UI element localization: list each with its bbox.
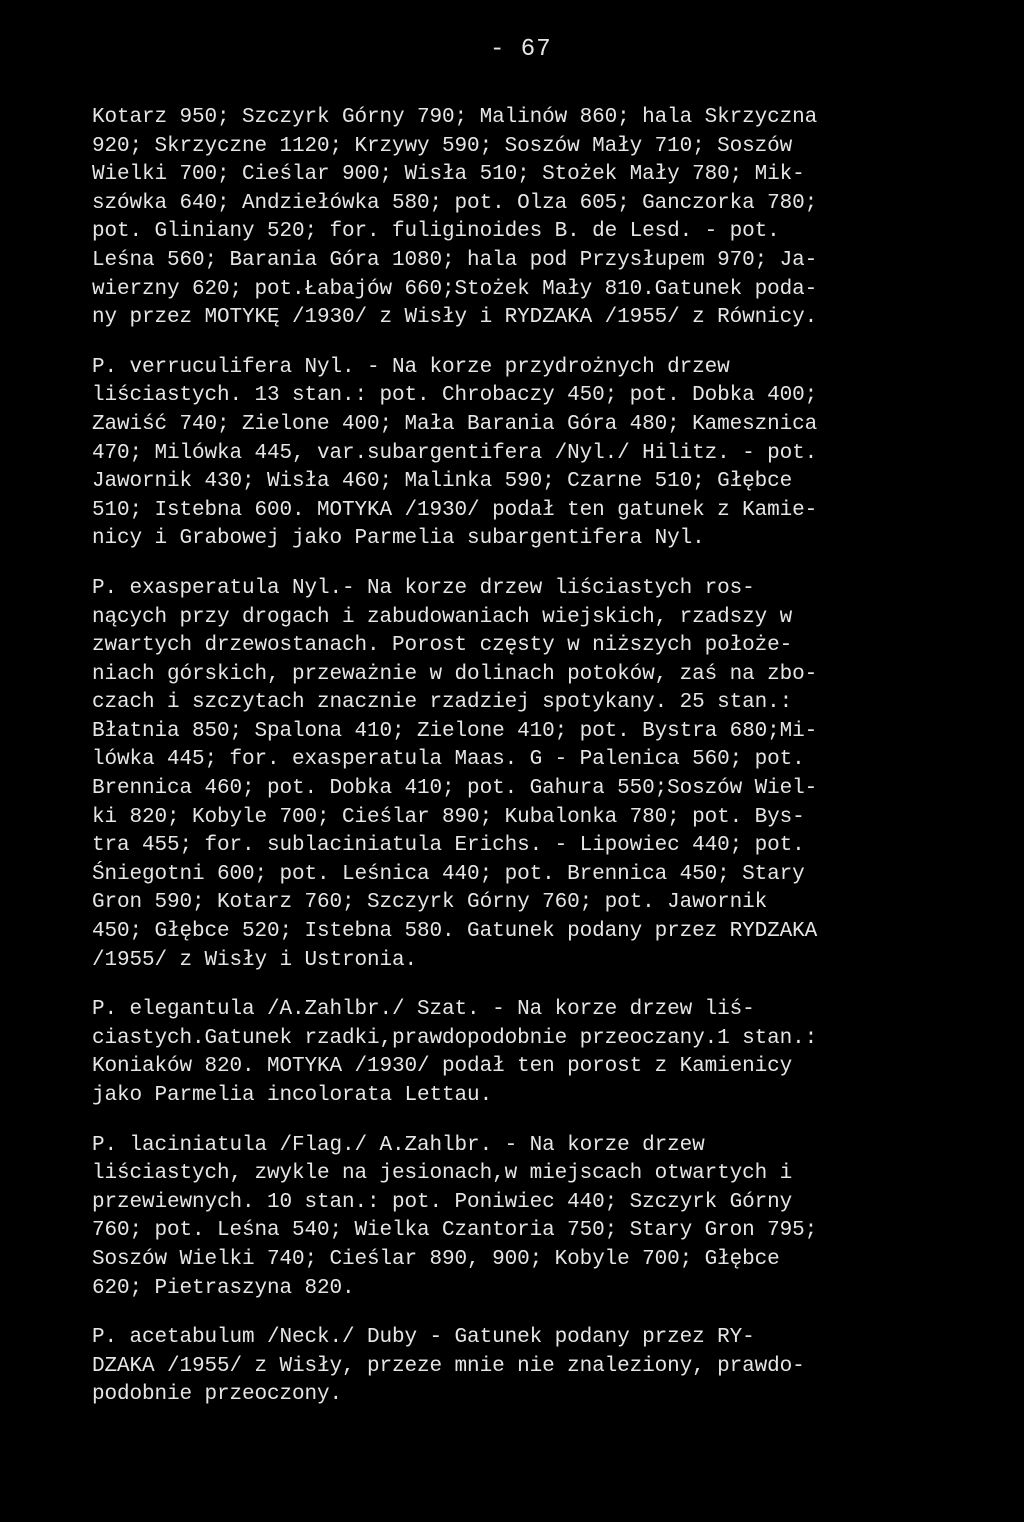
text-line: lówka 445; for. exasperatula Maas. G - Palenica 560; pot. [92,748,805,772]
text-line: P. laciniatula /Flag./ A.Zahlbr. - Na korze drzew [92,1133,705,1157]
text-line: Kotarz 950; Szczyrk Górny 790; Malinów 860; hala Skrzyczna [92,106,818,129]
text-line: Zawiść 740; Zielone 400; Mała Barania Góra 480; Kamesznica [92,412,818,436]
text-line: przewiewnych. 10 stan.: pot. Poniwiec 440; Szczyrk Górny [92,1190,793,1214]
text-line: liściastych. 13 stan.: pot. Chrobaczy 450; pot. Dobka 400; [92,384,818,408]
text-line: nących przy drogach i zabudowaniach wiejskich, rzadszy w [92,605,793,629]
text-line: ciastych.Gatunek rzadki,prawdopodobnie przeoczany.1 stan.: [92,1026,818,1050]
text-line: podobnie przeoczony. [92,1383,343,1407]
text-line: czach i szczytach znacznie rzadziej spotykany. 25 stan.: [92,691,793,715]
text-line: Śniegotni 600; pot. Leśnica 440; pot. Brennica 450; Stary [92,862,805,886]
text-line: P. elegantula /A.Zahlbr./ Szat. - Na korze drzew liś- [92,998,755,1022]
text-line: szówka 640; Andziełówka 580; pot. Olza 605; Ganczorka 780; [92,191,818,215]
text-line: niach górskich, przeważnie w dolinach potoków, zaś na zbo- [92,662,818,686]
text-line: Wielki 700; Cieślar 900; Wisła 510; Stożek Mały 780; Mik- [92,163,805,187]
text-line: 760; pot. Leśna 540; Wielka Czantoria 750; Stary Gron 795; [92,1219,818,1243]
text-line: 920; Skrzyczne 1120; Krzywy 590; Soszów Mały 710; Soszów [92,134,793,158]
text-line: P. acetabulum /Neck./ Duby - Gatunek podany przez RY- [92,1326,755,1350]
text-line: P. exasperatula Nyl.- Na korze drzew liściastych ros- [92,576,755,600]
text-line: P. verruculifera Nyl. - Na korze przydrożnych drzew [92,355,730,379]
paragraph-exasperatula [92,575,942,975]
text-line: tra 455; for. sublaciniatula Erichs. - Lipowiec 440; pot. [92,834,805,858]
paragraph-kotarz-list [92,104,942,333]
text-line: DZAKA /1955/ z Wisły, przeze mnie nie znaleziony, prawdo- [92,1354,805,1378]
text-line: nicy i Grabowej jako Parmelia subargentifera Nyl. [92,527,705,551]
text-line: Koniaków 820. MOTYKA /1930/ podał ten porost z Kamienicy [92,1055,793,1079]
text-line: ny przez MOTYKĘ /1930/ z Wisły i RYDZAKA /1955/ z Równicy. [92,306,818,330]
text-line: pot. Gliniany 520; for. fuliginoides B. de Lesd. - pot. [92,220,780,244]
text-line: Brennica 460; pot. Dobka 410; pot. Gahura 550;Soszów Wiel- [92,777,818,801]
text-line: liściastych, zwykle na jesionach,w miejscach otwartych i [92,1162,793,1186]
text-line: Błatnia 850; Spalona 410; Zielone 410; pot. Bystra 680;Mi- [92,719,818,743]
paragraph-elegantula [92,996,942,1110]
text-line: 620; Pietraszyna 820. [92,1276,355,1300]
text-line: zwartych drzewostanach. Porost częsty w niższych położe- [92,634,793,658]
text-line: /1955/ z Wisły i Ustronia. [92,948,418,972]
text-line: Jawornik 430; Wisła 460; Malinka 590; Czarne 510; Głębce [92,470,793,494]
text-line: Gron 590; Kotarz 760; Szczyrk Górny 760; pot. Jawornik [92,891,768,915]
paragraph-laciniatula [92,1132,942,1304]
text-line: jako Parmelia incolorata Lettau. [92,1084,493,1107]
text-line: 450; Głębce 520; Istebna 580. Gatunek podany przez RYDZAKA [92,920,818,944]
text-line: ki 820; Kobyle 700; Cieślar 890; Kubalonka 780; pot. Bys- [92,805,805,829]
paragraph-acetabulum [92,1324,942,1410]
text-line: 470; Milówka 445, var.subargentifera /Nyl./ Hilitz. - pot. [92,441,818,465]
document-body [92,104,942,1431]
text-line: wierzny 620; pot.Łabajów 660;Stożek Mały 810.Gatunek poda- [92,277,818,301]
page-number: - 67 [490,36,552,63]
text-line: Leśna 560; Barania Góra 1080; hala pod Przysłupem 970; Ja- [92,248,818,272]
text-line: 510; Istebna 600. MOTYKA /1930/ podał ten gatunek z Kamie- [92,498,818,522]
paragraph-verruculifera [92,354,942,554]
text-line: Soszów Wielki 740; Cieślar 890, 900; Kobyle 700; Głębce [92,1247,780,1271]
